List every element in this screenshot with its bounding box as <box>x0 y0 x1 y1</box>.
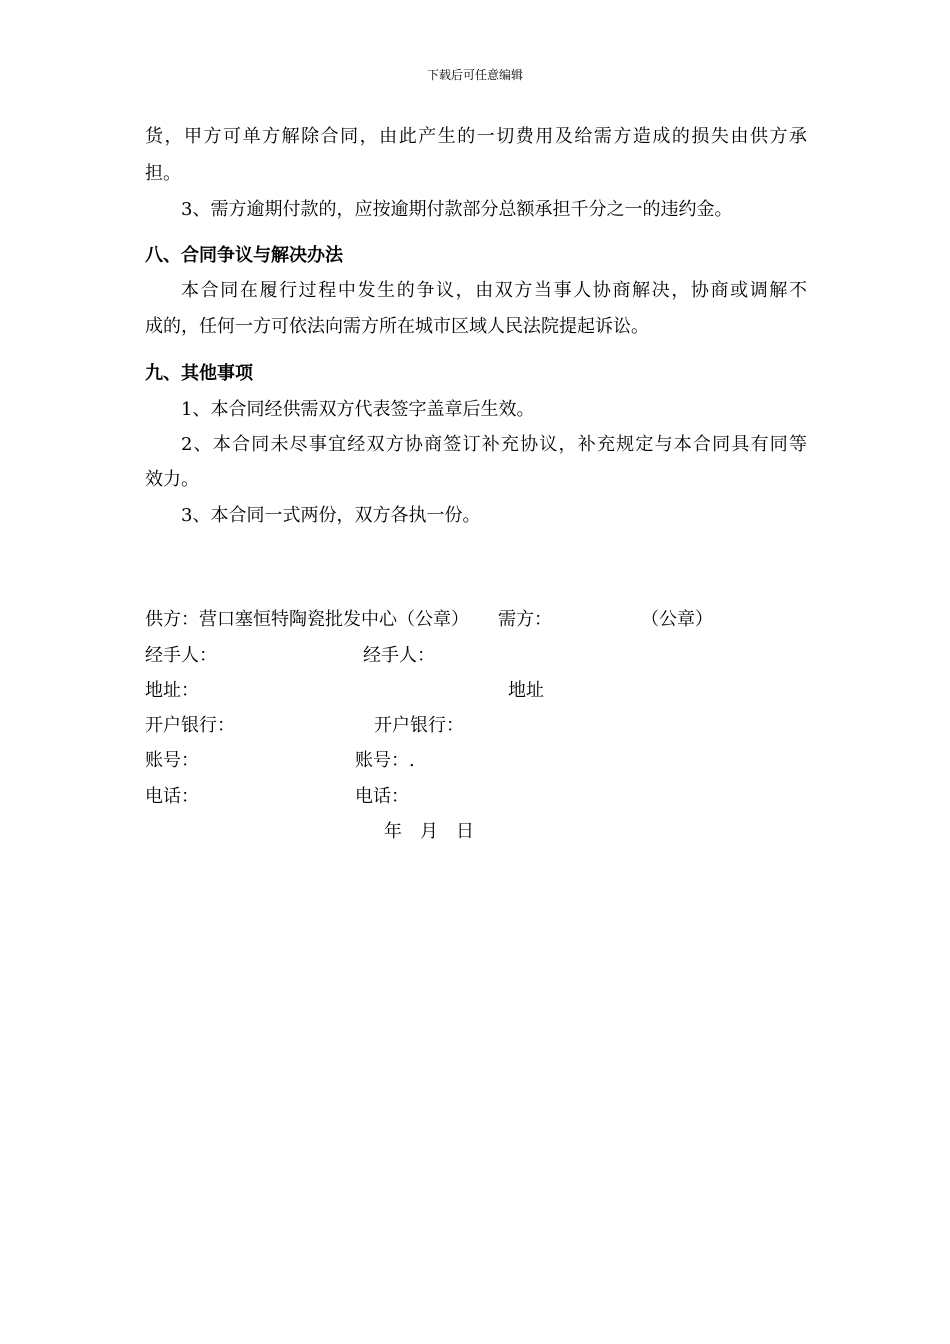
section8-title: 八、合同争议与解决办法 <box>145 245 343 266</box>
section7-paragraph-line1: 货，甲方可单方解除合同，由此产生的一切费用及给需方造成的损失由供方承 <box>145 126 807 147</box>
handler-left-label: 经手人： <box>145 645 217 666</box>
buyer-label: 需方： <box>498 609 552 630</box>
section9-title: 九、其他事项 <box>145 363 253 384</box>
signing-date: 年 月 日 <box>384 821 474 842</box>
section7-paragraph-line2: 担。 <box>145 163 181 184</box>
handler-right-label: 经手人： <box>363 645 435 666</box>
address-left-label: 地址： <box>145 680 199 701</box>
phone-right-label: 电话： <box>355 786 409 807</box>
section8-paragraph-line2: 成的，任何一方可依法向需方所在城市区域人民法院提起诉讼。 <box>145 316 649 337</box>
account-right-label: 账号：. <box>355 750 415 771</box>
section9-item1: 1、本合同经供需双方代表签字盖章后生效。 <box>181 399 535 420</box>
bank-right-label: 开户银行： <box>374 715 464 736</box>
section7-item3: 3、需方逾期付款的，应按逾期付款部分总额承担千分之一的违约金。 <box>181 199 733 220</box>
bank-left-label: 开户银行： <box>145 715 235 736</box>
section8-paragraph-line1: 本合同在履行过程中发生的争议，由双方当事人协商解决，协商或调解不 <box>181 280 807 301</box>
page-header-note: 下载后可任意编辑 <box>426 68 523 82</box>
buyer-seal: （公章） <box>641 609 713 630</box>
address-right-label: 地址 <box>508 680 544 701</box>
phone-left-label: 电话： <box>145 786 199 807</box>
account-left-label: 账号： <box>145 750 199 771</box>
section9-item2-line1: 2、本合同未尽事宜经双方协商签订补充协议，补充规定与本合同具有同等 <box>181 434 807 455</box>
supplier-label: 供方：营口塞恒特陶瓷批发中心（公章） <box>145 609 469 630</box>
section9-item2-line2: 效力。 <box>145 469 199 490</box>
section9-item3: 3、本合同一式两份，双方各执一份。 <box>181 505 481 526</box>
